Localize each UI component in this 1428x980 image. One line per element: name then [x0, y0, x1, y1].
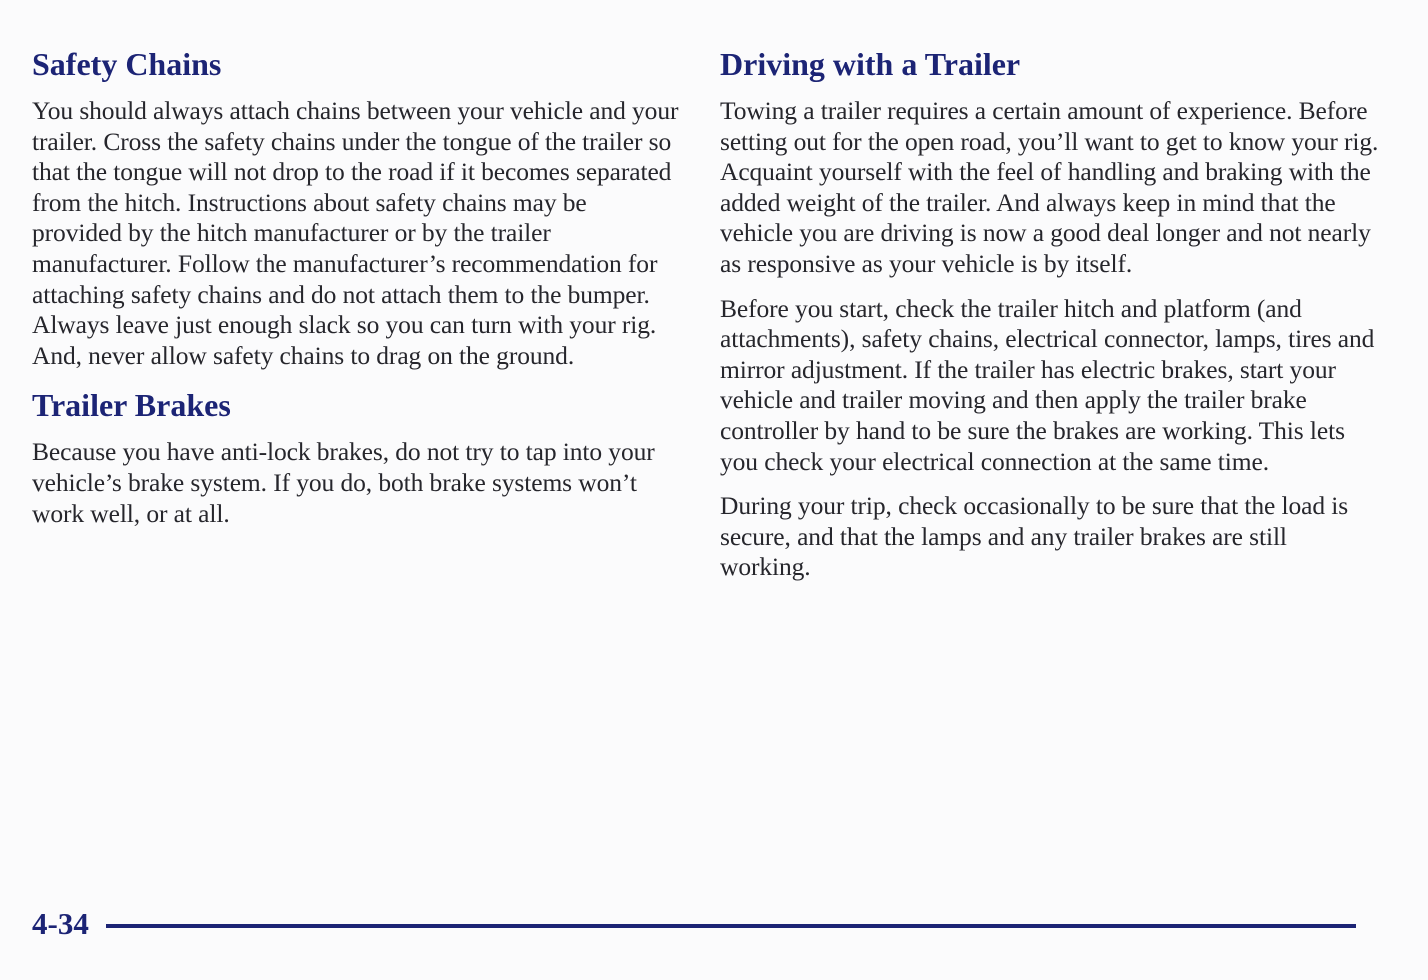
trailer-brakes-heading: Trailer Brakes [32, 387, 231, 424]
driving-with-trailer-heading: Driving with a Trailer [720, 46, 1021, 82]
trailer-brakes-section [32, 385, 682, 529]
page-footer [32, 905, 1356, 945]
safety-chains-section [32, 44, 682, 371]
page-number: 4-34 [32, 906, 89, 941]
during-trip-paragraph: During your trip, check occasionally to be sure that the load is secure, and that the lamps and any trailer brakes are still working. [720, 491, 1349, 582]
left-column [32, 44, 682, 543]
safety-chains-paragraph: You should always attach chains between your vehicle and your trailer. Cross the safety chains under the tongue of the trailer so that the tongue will not drop to the road if it becomes separated from the hitch. Instructions about safety chains may be provided by the hitch manufacturer or by the trailer manufacturer. Follow the manufacturer’s recommendation for attaching safety chains and do not attach them to the bumper. Always leave just enough slack so you can turn with your rig. And, never allow safety chains to drag on the ground. [32, 96, 679, 370]
towing-experience-paragraph: Towing a trailer requires a certain amount of experience. Before setting out for the open road, you’ll want to get to know your rig. Acquaint yourself with the feel of handling and braking with the added weight of the trailer. And always keep in mind that the vehicle you are driving is now a good deal longer and not nearly as responsive as your vehicle is by itself. [720, 96, 1379, 278]
right-column [720, 44, 1380, 597]
driving-with-trailer-section [720, 44, 1380, 583]
trailer-brakes-paragraph: Because you have anti-lock brakes, do not try to tap into your vehicle’s brake system. If you do, both brake systems won’t work well, or at all. [32, 437, 655, 528]
pre-trip-check-paragraph: Before you start, check the trailer hitch and platform (and attachments), safety chains, electrical connector, lamps, tires and mirror adjustment. If the trailer has electric brakes, start your vehicle and trailer moving and then apply the trailer brake controller by hand to be sure the brakes are working. This lets you check your electrical connection at the same time. [720, 293, 1375, 476]
safety-chains-heading: Safety Chains [32, 46, 222, 82]
footer-rule [106, 924, 1356, 928]
